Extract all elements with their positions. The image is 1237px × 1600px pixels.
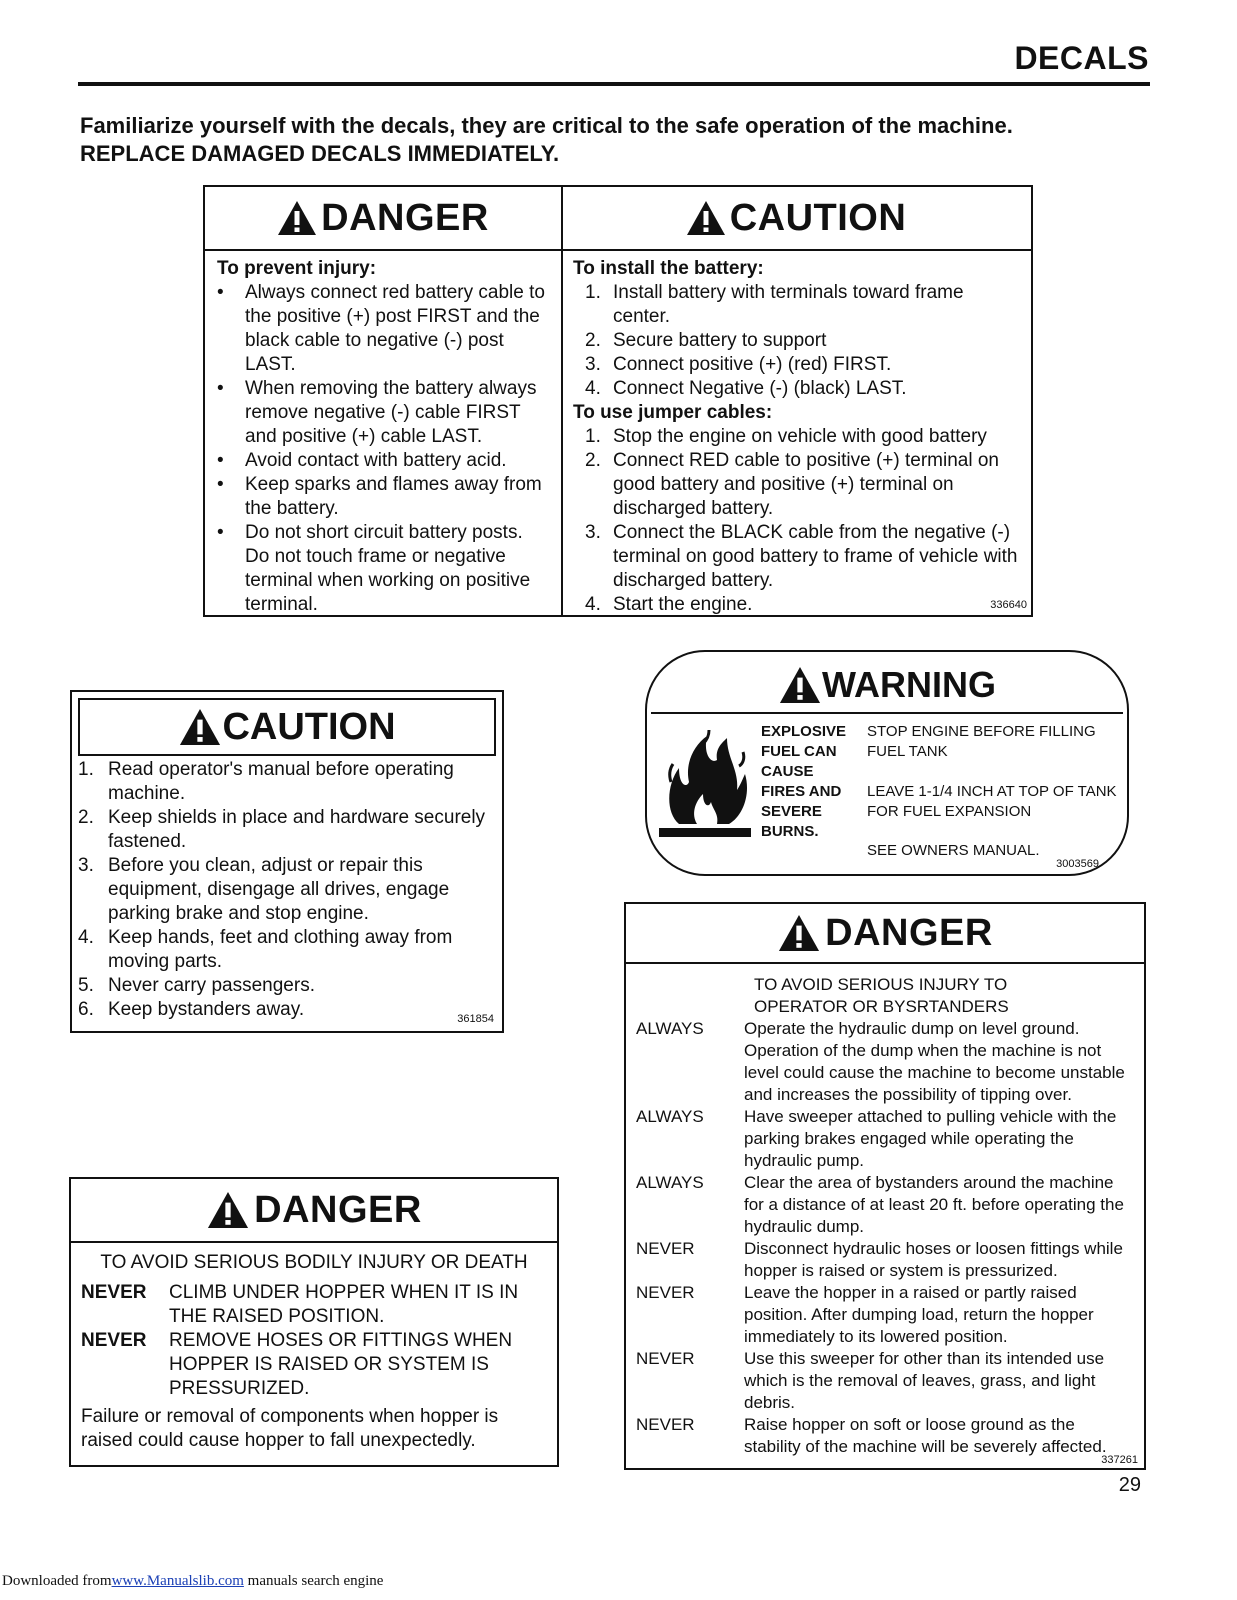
list-text: Keep hands, feet and clothing away from moving parts.	[108, 927, 453, 972]
hopper-rows	[71, 1275, 557, 1401]
list-text: Secure battery to support	[613, 330, 827, 351]
list-text: Keep bystanders away.	[108, 999, 305, 1020]
list-text: Install battery with terminals toward frame center.	[613, 282, 964, 327]
list-marker: 2.	[585, 450, 601, 471]
rule-row	[636, 1414, 1136, 1458]
install-heading: To install the battery:	[573, 258, 764, 279]
hazard-line: BURNS.	[761, 823, 819, 840]
list-marker: 6.	[78, 999, 94, 1020]
battery-decal	[203, 185, 1033, 617]
rule-label: ALWAYS	[636, 1107, 704, 1126]
jumper-list	[573, 425, 1021, 617]
dump-subtitle-1: TO AVOID SERIOUS INJURY TO	[754, 975, 1008, 994]
list-text: Connect positive (+) (red) FIRST.	[613, 354, 892, 375]
rule-label: NEVER	[81, 1330, 147, 1351]
list-item	[78, 974, 492, 998]
list-item	[573, 449, 1021, 521]
list-item	[217, 449, 551, 473]
dump-rows	[626, 1018, 1144, 1458]
caution-decal-code: 361854	[457, 1013, 494, 1025]
rule-label: ALWAYS	[636, 1173, 704, 1192]
list-text: Keep shields in place and hardware securely fastened.	[108, 807, 486, 852]
rule-text: CLIMB UNDER HOPPER WHEN IT IS IN THE RAISED POSITION.	[169, 1282, 519, 1327]
warning-triangle-icon	[178, 708, 222, 746]
hazard-line: FUEL CAN	[761, 743, 837, 760]
battery-caution-title: CAUTION	[729, 196, 907, 239]
list-marker: •	[217, 522, 224, 543]
rule-row	[636, 1238, 1136, 1282]
list-text: Keep sparks and flames away from the battery.	[245, 474, 542, 519]
warning-decal	[645, 650, 1129, 876]
rule-row	[81, 1329, 547, 1401]
list-marker: 4.	[78, 927, 94, 948]
list-marker: 2.	[78, 807, 94, 828]
warning-header	[647, 664, 1127, 706]
list-item	[217, 377, 551, 449]
list-marker: 3.	[78, 855, 94, 876]
footer-suffix: manuals search engine	[243, 1573, 384, 1589]
dump-danger-header	[626, 904, 1144, 964]
rule-label: NEVER	[636, 1415, 695, 1434]
rule-row	[636, 1106, 1136, 1172]
caution-title: CAUTION	[222, 705, 396, 748]
danger-heading: To prevent injury:	[217, 258, 377, 279]
warning-triangle-icon	[686, 200, 726, 236]
list-item	[573, 281, 1021, 329]
dump-decal-code: 337261	[1101, 1454, 1138, 1466]
list-text: Read operator's manual before operating machine.	[108, 759, 454, 804]
list-marker: •	[217, 474, 224, 495]
rule-text: Leave the hopper in a raised or partly raised position. After dumping load, return the hopper immediately to its lowered position.	[744, 1283, 1094, 1346]
header-rule	[78, 82, 1150, 86]
instruction-expansion: LEAVE 1-1/4 INCH AT TOP OF TANK FOR FUEL EXPANSION	[867, 783, 1117, 820]
list-text: Connect RED cable to positive (+) terminal on good battery and positive (+) terminal on discharged battery.	[613, 450, 999, 519]
battery-danger-column	[205, 187, 563, 615]
list-marker: 1.	[585, 426, 601, 447]
battery-danger-content	[205, 251, 561, 617]
footer-prefix: Downloaded from	[2, 1573, 112, 1589]
rule-row	[636, 1282, 1136, 1348]
list-item	[573, 521, 1021, 593]
caution-header	[78, 698, 496, 756]
list-marker: 2.	[585, 330, 601, 351]
list-item	[573, 593, 1021, 617]
list-text: Connect the BLACK cable from the negative (-) terminal on good battery to frame of vehicle with discharged battery.	[613, 522, 1018, 591]
list-item	[573, 329, 1021, 353]
list-text: Avoid contact with battery acid.	[245, 450, 507, 471]
rule-label: NEVER	[636, 1349, 695, 1368]
list-item	[217, 473, 551, 521]
list-marker: 3.	[585, 354, 601, 375]
intro-line-1: Familiarize yourself with the decals, they are critical to the safe operation of the machine.	[80, 113, 1013, 138]
warning-divider	[651, 712, 1123, 714]
list-marker: •	[217, 378, 224, 399]
list-marker: 1.	[585, 282, 601, 303]
rule-label: NEVER	[81, 1282, 147, 1303]
warning-triangle-icon	[778, 666, 822, 704]
rule-row	[636, 1018, 1136, 1106]
rule-text: Use this sweeper for other than its intended use which is the removal of leaves, grass, and light debris.	[744, 1349, 1105, 1412]
list-text: When removing the battery always remove negative (-) cable FIRST and positive (+) cable LAST.	[245, 378, 537, 447]
list-item	[78, 926, 492, 974]
intro-text	[80, 112, 1160, 168]
fire-icon	[657, 724, 753, 840]
warning-triangle-icon	[206, 1191, 250, 1229]
hopper-danger-decal	[69, 1177, 559, 1467]
list-text: Start the engine.	[613, 594, 753, 615]
battery-danger-title: DANGER	[321, 196, 489, 239]
dump-danger-decal	[624, 902, 1146, 1470]
rule-label: ALWAYS	[636, 1019, 704, 1038]
list-text: Stop the engine on vehicle with good battery	[613, 426, 987, 447]
instruction-manual: SEE OWNERS MANUAL.	[867, 842, 1040, 859]
rule-text: Have sweeper attached to pulling vehicle with the parking brakes engaged while operating the hydraulic pump.	[744, 1107, 1117, 1170]
warning-title: WARNING	[822, 664, 996, 705]
list-marker: 4.	[585, 378, 601, 399]
list-text: Never carry passengers.	[108, 975, 315, 996]
instruction-fill: STOP ENGINE BEFORE FILLING FUEL TANK	[867, 723, 1096, 760]
list-marker: 4.	[585, 594, 601, 615]
battery-danger-header	[205, 187, 561, 251]
battery-caution-column	[561, 187, 1031, 615]
list-item	[217, 281, 551, 377]
hazard-line: FIRES AND	[761, 783, 842, 800]
list-item	[573, 425, 1021, 449]
jumper-heading: To use jumper cables:	[573, 402, 773, 423]
list-item	[217, 521, 551, 617]
battery-decal-code: 336640	[990, 599, 1027, 611]
rule-text: Disconnect hydraulic hoses or loosen fittings while hopper is raised or system is pressurized.	[744, 1239, 1123, 1280]
list-marker: 3.	[585, 522, 601, 543]
hazard-line: CAUSE	[761, 763, 814, 780]
battery-caution-header	[561, 187, 1031, 251]
rule-text: Raise hopper on soft or loose ground as the stability of the machine will be severely affected.	[744, 1415, 1107, 1456]
battery-caution-content	[561, 251, 1031, 617]
list-text: Before you clean, adjust or repair this equipment, disengage all drives, engage parking brake and stop engine.	[108, 855, 450, 924]
hopper-footer: Failure or removal of components when hopper is raised could cause hopper to fall unexpectedly.	[81, 1406, 499, 1451]
list-text: Connect Negative (-) (black) LAST.	[613, 378, 907, 399]
hazard-line: EXPLOSIVE	[761, 723, 847, 740]
hopper-danger-title: DANGER	[254, 1188, 422, 1231]
manualslib-link[interactable]: www.Manualslib.com	[111, 1573, 244, 1589]
warning-instructions	[867, 722, 1117, 861]
warning-triangle-icon	[277, 200, 317, 236]
list-item	[78, 758, 492, 806]
hazard-text	[761, 722, 846, 842]
intro-line-2: REPLACE DAMAGED DECALS IMMEDIATELY.	[80, 141, 560, 166]
rule-label: NEVER	[636, 1239, 695, 1258]
warning-decal-code: 3003569	[1056, 858, 1099, 870]
rule-row	[636, 1348, 1136, 1414]
section-title: DECALS	[1014, 40, 1149, 76]
list-text: Do not short circuit battery posts. Do not touch frame or negative terminal when working on positive terminal.	[245, 522, 531, 615]
rule-row	[81, 1281, 547, 1329]
list-text: Always connect red battery cable to the positive (+) post FIRST and the black cable to negative (-) post LAST.	[245, 282, 545, 375]
list-marker: 5.	[78, 975, 94, 996]
install-list	[573, 281, 1021, 401]
rule-text: REMOVE HOSES OR FITTINGS WHEN HOPPER IS RAISED OR SYSTEM IS PRESSURIZED.	[169, 1330, 513, 1399]
list-marker: •	[217, 282, 224, 303]
rule-row	[636, 1172, 1136, 1238]
list-item	[573, 353, 1021, 377]
list-marker: 1.	[78, 759, 94, 780]
dump-danger-title: DANGER	[825, 911, 993, 954]
download-footer	[2, 1573, 383, 1590]
hazard-line: SEVERE	[761, 803, 822, 820]
danger-list	[217, 281, 551, 617]
warning-triangle-icon	[777, 914, 821, 952]
dump-subtitle	[626, 974, 1144, 1018]
list-marker: •	[217, 450, 224, 471]
hopper-danger-header	[71, 1179, 557, 1243]
list-item	[78, 998, 492, 1022]
caution-decal	[70, 690, 504, 1033]
rule-label: NEVER	[636, 1283, 695, 1302]
list-item	[78, 854, 492, 926]
caution-list	[78, 758, 492, 1022]
rule-text: Operate the hydraulic dump on level ground. Operation of the dump when the machine is not level could cause the machine to become unstable and increases the possibility of tipping over.	[744, 1019, 1125, 1104]
hopper-subtitle: TO AVOID SERIOUS BODILY INJURY OR DEATH	[100, 1252, 528, 1273]
rule-text: Clear the area of bystanders around the machine for a distance of at least 20 ft. before operating the hydraulic dump.	[744, 1173, 1124, 1236]
dump-subtitle-2: OPERATOR OR BYSRTANDERS	[754, 997, 1009, 1016]
page-number: 29	[1118, 1474, 1141, 1496]
list-item	[78, 806, 492, 854]
list-item	[573, 377, 1021, 401]
